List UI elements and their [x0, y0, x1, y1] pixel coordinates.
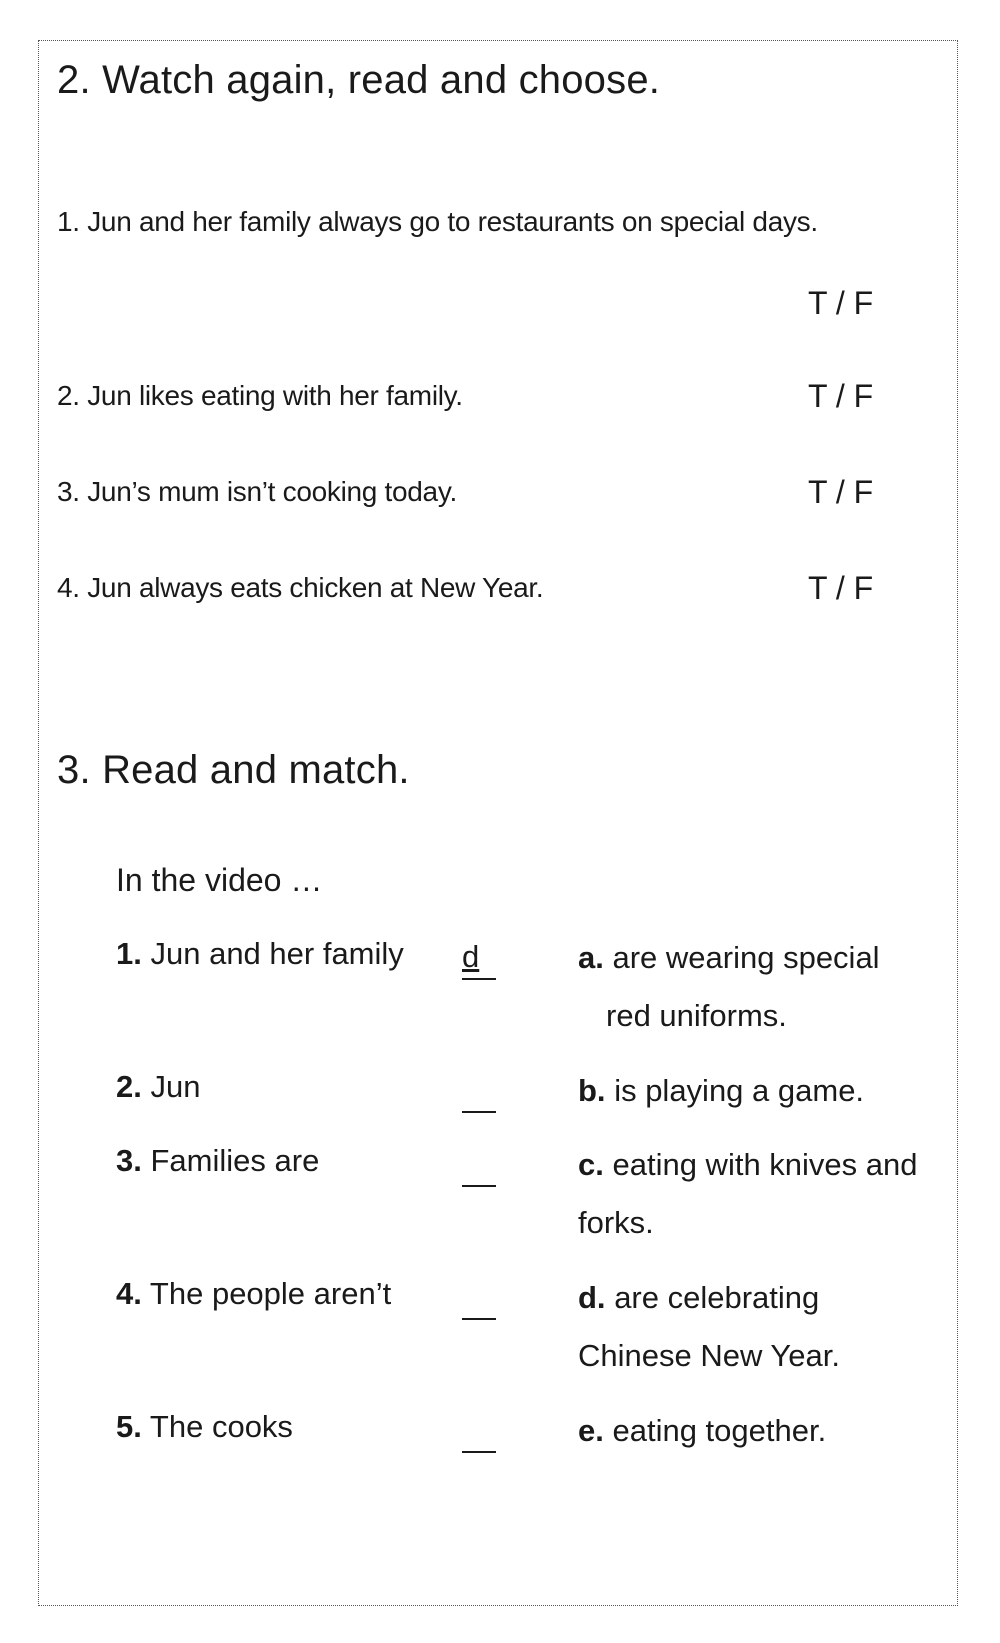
match-answer-blank-2[interactable]	[462, 1069, 496, 1113]
match-item-1: 1. Jun and her family	[116, 936, 404, 971]
tf-question-3: 3. Jun’s mum isn’t cooking today.	[57, 476, 457, 507]
tf-question-4: 4. Jun always eats chicken at New Year.	[57, 572, 544, 603]
tf-question-2: 2. Jun likes eating with her family.	[57, 380, 463, 411]
section-3-heading: 3. Read and match.	[57, 748, 410, 792]
match-item-2: 2. Jun	[116, 1069, 201, 1104]
tf-choice-3[interactable]: T / F	[808, 474, 874, 510]
match-answer-blank-4[interactable]	[462, 1276, 496, 1320]
match-item-3: 3. Families are	[116, 1143, 320, 1178]
match-answer-blank-3[interactable]	[462, 1143, 496, 1187]
tf-choice-2[interactable]: T / F	[808, 378, 874, 414]
match-item-4: 4. The people aren’t	[116, 1276, 392, 1311]
match-option-d: d. are celebrating Chinese New Year.	[578, 1280, 840, 1373]
tf-question-1: 1. Jun and her family always go to restaurants on special days.	[57, 206, 818, 237]
match-option-b: b. is playing a game.	[578, 1073, 865, 1108]
tf-choice-1[interactable]: T / F	[808, 285, 874, 321]
section-2-heading: 2. Watch again, read and choose.	[57, 58, 661, 102]
match-answer-blank-1[interactable]: d	[462, 936, 496, 980]
match-option-c: c. eating with knives and forks.	[578, 1147, 918, 1240]
match-option-a: a. are wearing special red uniforms.	[578, 940, 880, 1033]
match-intro: In the video …	[116, 862, 323, 898]
match-answer-blank-5[interactable]	[462, 1409, 496, 1453]
tf-choice-4[interactable]: T / F	[808, 570, 874, 606]
match-option-e: e. eating together.	[578, 1413, 827, 1448]
match-item-5: 5. The cooks	[116, 1409, 293, 1444]
